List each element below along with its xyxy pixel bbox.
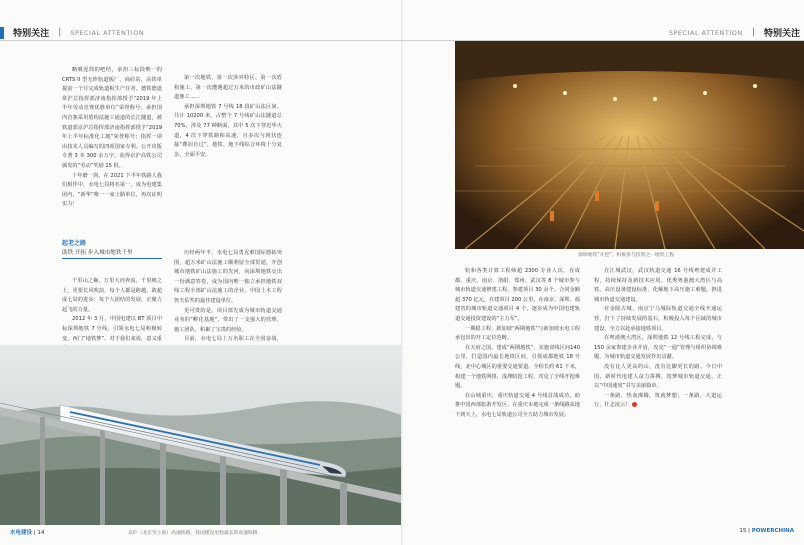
paragraph: 没有比人更高的山，没有比脚更长的路。今日中国，新时代电建人奋力拼搏，筑梦城市轨道交通，正以“中国速度”书写美丽篇章。 <box>594 363 722 390</box>
high-speed-train-photo <box>0 345 401 525</box>
paragraph: 历经两年半，水电七局勇克难国际德拓突围，超万米矿山法施工顺利留全部贯通，开创城市地铁矿山法施工的先河，向深圳地铁交出一份满意答卷，成为国内唯一独立承担地铁双线工程全部矿山法施工的企业，中国土木工程詹天佑奖的最佳建设单位。 <box>174 250 282 304</box>
paragraph: 一期稳工程，新加坡“两期地铁”与新加坡水电工程承包出的开工定位范畴。 <box>455 325 580 342</box>
end-mark-icon <box>632 402 637 407</box>
closing-line: 一条路，热血沸腾，筑就梦想；一条路，大道运行，壮志凌云！ <box>594 392 722 409</box>
left-footer <box>10 528 44 536</box>
footer-brand: POWERCHINA <box>751 528 794 534</box>
page-number: 15 <box>739 528 747 534</box>
paragraph: 在山城重庆，重庆轨道交通 4 号线首战成功，助推中国西部旅游开发区，在重庆本地完成一条线路从地下到天上，水电七局轨道公司全力助力城市发展。 <box>455 392 580 418</box>
paragraph: 承担深圳地铁 7 号线 18 段矿山法区间。共计 10200 米，占整个 7 号线矿山法隧道总 70%，涉及 77 种断面，其中 5 次下穿近华大道，4 次下穿铁路和高速，且多次与现状连接“叠泪自过”，地铁、地下线综合环境十分复杂，全面平安。 <box>174 103 282 158</box>
subheading-subtitle: 助铁 开拓 步入城市地铁千里 <box>62 250 133 256</box>
article-column-2-lower <box>174 249 282 359</box>
paragraph: 在粤港澳大湾区，深圳地铁 12 号线工程完成，与 150 余家参建企业并肩，攻克“一通”管理与组织协调难题，为城市轨道交通发展作出贡献。 <box>594 335 722 361</box>
section-title: 特别关注 <box>763 29 800 39</box>
paragraph: 更可贵的是，项目部先成为城市轨道交通业务的“孵化基地”，带出了一支强大的管理、施工团队，积累了宝贵的经验。 <box>174 307 282 333</box>
article-column-1-lower <box>62 277 162 352</box>
page-gutter <box>401 0 403 545</box>
paragraph: 在江城武汉，武汉轨道交通 16 号线粤建成并工程，持续保持及新技术应用。优秀粤港澳大湾区与高铁、高压设备建设标准，化解地下高压施工难题，推进城市轨道交通建设。 <box>594 268 722 303</box>
header-separator: | <box>751 27 755 38</box>
paragraph: 略吸泥筒的吧结，承担三标段唯一的 CRTS II 型无砟轨道板厂、商砼站、高铁单提前一个月完成轨道板生产任务。德铁德道常沪总指挥部济南指挥部授予“2019 年上半年劳动竞赛优胜单位”荣誉称号；承担国内首条采用盾构法施工通道的长江隧道，被铁道部京沪总指挥部济南指挥部授予“2019 年上半年标准化工地”荣誉称号；指挥一项由技术人员编写的四项国家专利。公开出版专著 3 本 300 余万字，获得京沪高铁公司颁发的“劳动”奖励 15 批。 <box>62 67 162 169</box>
left-page-header <box>0 22 150 39</box>
paragraph: 2012 年 3 月，中国电建以 BT 项目中标深圳地铁 7 号线，引领水电七局积极转变，西门“地铁梦”。对于我们来说，意义重 <box>62 316 162 342</box>
header-rule-left <box>0 40 402 41</box>
paragraph: 千里山之巅，万里大河奔流，千里峡之上，更要长风吹浪，每个人都是跨越，敢超成七局的进步；每个人团结的发展，正聚力起飞的力量。 <box>62 278 162 313</box>
section-title-en: SPECIAL ATTENTION <box>70 28 145 37</box>
subheading-block <box>62 238 162 259</box>
section-title: 特别关注 <box>13 29 50 39</box>
page-number: 14 <box>37 530 45 536</box>
article-column-3 <box>455 267 580 482</box>
paragraph: 在金陵古城，南京宁马城际轨道交通全线开通运营，打下了持续发展的基石，积极投入每个区域的城市建设，全力以赴承接地铁项目。 <box>594 306 722 332</box>
paragraph: 目前，水电七局上万名职工在全国奋战， <box>184 336 282 343</box>
photo-caption: 深圳地铁“开挖”，积极参与投资之一地铁工程 <box>578 253 675 258</box>
section-title-en: SPECIAL ATTENTION <box>668 28 743 37</box>
tunnel-construction-photo <box>455 41 804 249</box>
photo-caption: 京沪（北京至上海）高速铁路，我国建设里程最长的高速铁路 <box>128 531 258 536</box>
paragraph: 在天府之国，建成“两期地铁”，实施双线区间140 公里，打造国内最长地铁区间，引领成都地铁 18 号线，北中心城区的重要交通要道。全程长约 61 千米，构建一个地铁网络。浅埋暗挖工程，攻克了全线开挖难题。 <box>455 344 580 390</box>
subheading-rule <box>62 258 162 259</box>
header-accent-bar <box>0 27 4 39</box>
subheading-title: 起老之路 <box>62 240 87 247</box>
paragraph <box>594 392 722 411</box>
paragraph: 第一次地铁、第一次涉外特区、第一次盾构施工、第一次遭遇超过万米的市政矿山法隧道施工…… <box>174 75 282 101</box>
right-footer <box>739 528 794 534</box>
header-separator: | <box>58 27 62 38</box>
footer-separator: | <box>33 530 36 536</box>
article-column-2 <box>174 74 282 244</box>
article-column-4 <box>594 267 722 482</box>
right-page-header <box>654 22 804 39</box>
paragraph: 轨和各类计算工程师超 2300 专业人次。在成都、重庆、南京、洛阳、郑州、武汉等 8 个城市参与城市轨道交通修建工程，参建项目 30 余个。合同金额超 370 亿元，在建项目 200 公里，在南京、深圳、福建省的城市轨道交通项目 4 个，逐步成为中国电建轨道交通投资建设的“主力军”。 <box>455 268 580 322</box>
footer-separator: | <box>748 528 750 534</box>
footer-brand: 水电建设 <box>10 530 33 536</box>
paragraph: 十年磨一剑。在 2021 下半年铁路人我们相伴中，水电七局将名第一，成为电建集团内、“新华”唯一一家土路单位，再次证明实力！ <box>62 172 162 208</box>
